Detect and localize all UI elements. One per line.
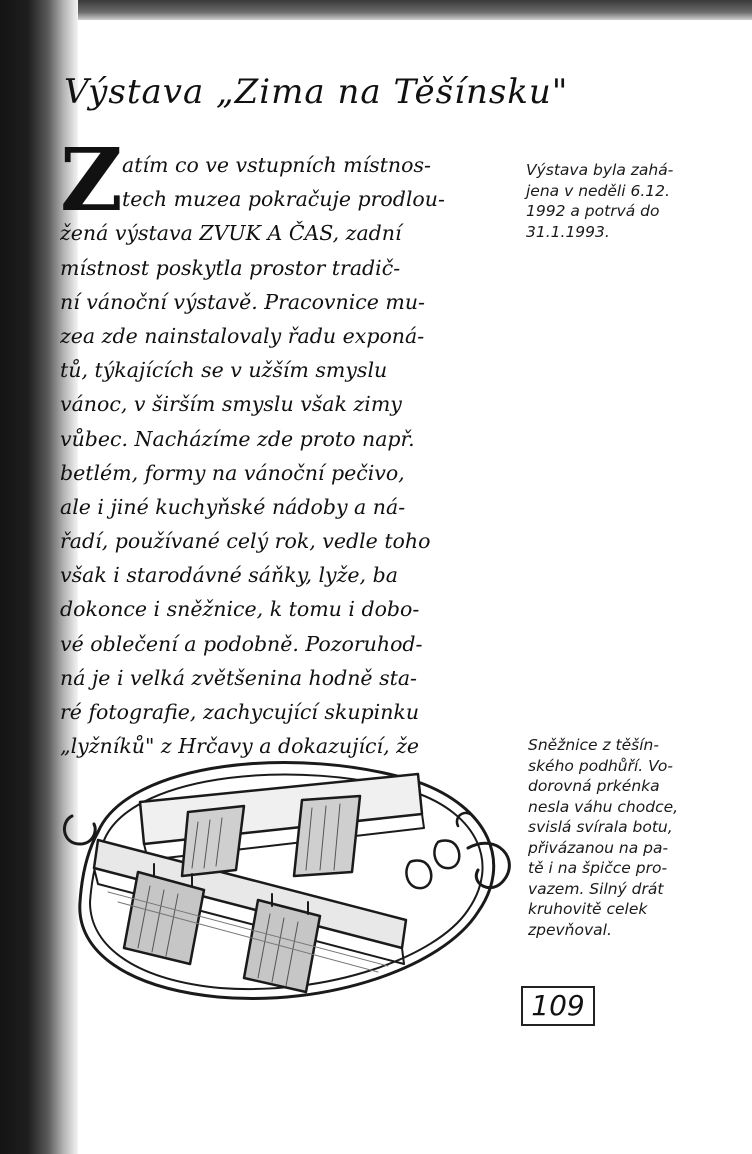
sidenote-line: vazem. Silný drát [528, 879, 664, 898]
body-text [60, 148, 520, 763]
body-line: místnost poskytla prostor tradič- [60, 255, 401, 280]
body-line: atím co ve vstupních místnos- [122, 153, 431, 177]
sidenote-line: nesla váhu chodce, [528, 797, 679, 816]
sidenote-snowshoe-caption [528, 735, 728, 940]
body-line: ré fotografie, zachycující skupinku [60, 700, 420, 724]
body-line: ní vánoční výstavě. Pracovnice mu- [60, 289, 425, 314]
sidenote-line: zpevňoval. [528, 920, 612, 939]
body-line: „lyžníků" z Hrčavy a dokazující, že [60, 734, 420, 759]
sidenote-line: tě i na špičce pro- [528, 859, 668, 877]
sidenote-line: svislá svírala botu, [528, 818, 673, 836]
drop-cap: Z [60, 130, 123, 231]
sidenote-line: ského podhůří. Vo- [528, 756, 673, 775]
snowshoe-illustration [58, 752, 520, 1014]
sidenote-line: jena v neděli 6.12. [526, 181, 670, 200]
scan-top-edge [0, 0, 752, 20]
sidenote-line: dorovná prkénka [528, 777, 660, 795]
snowshoe-drawing [58, 752, 520, 1014]
body-line: žená výstava ZVUK A ČAS, zadní [60, 221, 402, 246]
body-line: vánoc, v širším smyslu však zimy [60, 392, 402, 417]
body-line: vé oblečení a podobně. Pozoruhod- [60, 631, 423, 656]
body-line: řadí, používané celý rok, vedle toho [60, 529, 431, 554]
sidenote-line: přivázanou na pa- [528, 838, 669, 857]
sidenote-exhibition-dates [526, 160, 726, 242]
page-number: 109 [521, 986, 595, 1026]
body-line: tů, týkajících se v užším smyslu [60, 358, 388, 383]
body-line: tech muzea pokračuje prodlou- [122, 187, 445, 212]
body-line: však i starodávné sáňky, lyže, ba [60, 563, 398, 588]
body-line: dokonce i sněžnice, k tomu i dobo- [60, 597, 420, 622]
sidenote-line: Sněžnice z těšín- [528, 736, 659, 754]
page-title: Výstava „Zima na Těšínsku" [64, 72, 569, 112]
sidenote-line: 31.1.1993. [526, 222, 610, 241]
body-line: ale i jiné kuchyňské nádoby a ná- [60, 494, 406, 519]
body-line: vůbec. Nacházíme zde proto např. [60, 426, 415, 451]
sidenote-line: 1992 a potrvá do [526, 202, 660, 220]
sidenote-line: Výstava byla zahá- [526, 161, 674, 179]
body-line: zea zde nainstalovaly řadu exponá- [60, 323, 425, 348]
body-line: ná je i velká zvětšenina hodně sta- [60, 665, 417, 690]
sidenote-line: kruhovitě celek [528, 900, 648, 918]
body-line: betlém, formy na vánoční pečivo, [60, 460, 405, 485]
